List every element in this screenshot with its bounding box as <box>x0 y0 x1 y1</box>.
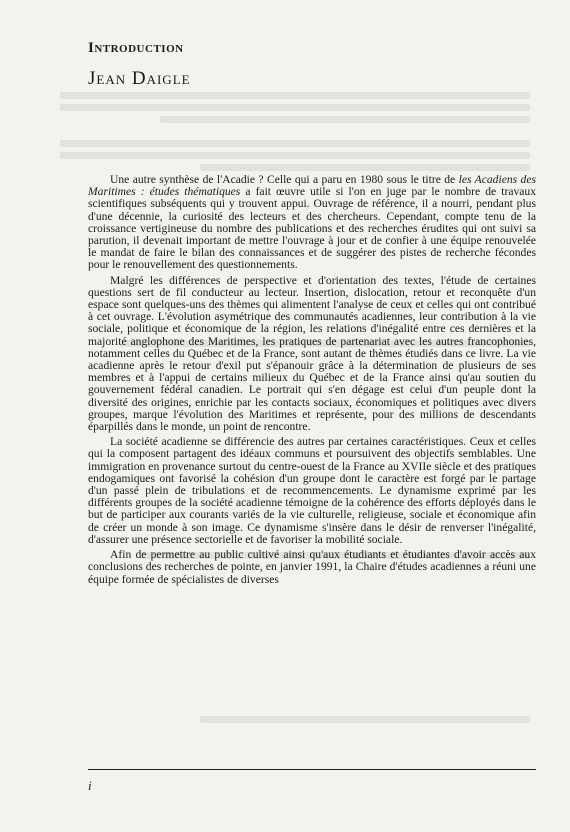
body-text <box>88 174 536 589</box>
paragraph-3: La société acadienne se différencie des autres par certaines caractéristiques. Ceux et celles qui la composent partagent des idéaux communs et poursuivent des objectifs semblables. Une immigration en provenance surtout du centre-ouest de la France au XVIIe siècle et des pratiques endogamiques ont favorisé la cohésion d'un groupe dont le caractère est forgé par le partage d'un passé plein de tribulations et de recommencements. Le dynamisme exprimé par les différents groupes de la société acadienne témoigne de la cohérence des efforts déployés dans le but de participer aux courants variés de la vie culturelle, religieuse, sociale et économique afin de créer un monde à son image. Ce dynamisme s'insère dans le désir de renverser l'inégalité, d'assurer une présence sectorielle et de favoriser la mobilité sociale. <box>88 435 536 546</box>
paragraph-1 <box>88 174 536 272</box>
paragraph-1-text-b: a fait œuvre utile si l'on en juge par le nombre de travaux scientifiques subséquents qui y trouvent appui. Ouvrage de référence, il a nourri, pendant plus d'une décennie, la curiosité des lecteurs et des chercheurs. Cependant, compte tenu de la croissance vertigineuse du nombre des publications et des recherches érudites qui ont suivi sa parution, il devenait important de mettre l'ouvrage à jour et de confier à une équipe renouvelée le mandat de faire le bilan des connaissances et de suggérer des pistes de recherche fécondes pour le renouvellement des questionnements. <box>88 185 536 272</box>
footer-rule <box>88 769 536 770</box>
paragraph-4: Afin de permettre au public cultivé ainsi qu'aux étudiants et étudiantes d'avoir accès aux conclusions des recherches de pointe, en janvier 1991, la Chaire d'études acadiennes a réuni une équipe formée de spécialistes de diverses <box>88 548 536 586</box>
section-title: Introduction <box>88 40 184 56</box>
cited-book-title: les Acadiens des Maritimes : études thématiques <box>88 173 536 199</box>
paragraph-1-text-a: Une autre synthèse de l'Acadie ? Celle qui a paru en 1980 sous le titre de <box>110 173 459 186</box>
paragraph-2: Malgré les différences de perspective et d'orientation des textes, l'étude de certaines questions sert de fil conducteur au lecteur. Insertion, dislocation, retour et reconquête d'un espace sont quelques-uns des thèmes qui alimentent l'analyse de ceux et celles qui ont contribué à cet ouvrage. L'évolution asymétrique des communautés acadiennes, leur contribution à la vie sociale, politique et économique de la région, les relations d'inégalité entre ces dernières et la majorité anglophone des Maritimes, les pratiques de partenariat avec les autres francophonies, notamment celles du Québec et de la France, sont autant de thèmes étudiés dans ce livre. La vie acadienne après le retour d'exil put s'épanouir grâce à la détermination de plusieurs de ses membres et à l'appui de certains milieux du Québec et de la France ainsi qu'au soutien du gouvernement fédéral canadien. Le portrait qui s'en dégage est celui d'un peuple dont la diversité des origines, enrichie par les contacts sociaux, économiques et politiques avec divers groupes, marque l'évolution des Maritimes et représente, pour des millions de descendants éparpillés dans le monde, un point de rencontre. <box>88 273 536 434</box>
chapter-author: Jean Daigle <box>88 68 191 89</box>
page-number: i <box>88 778 92 793</box>
